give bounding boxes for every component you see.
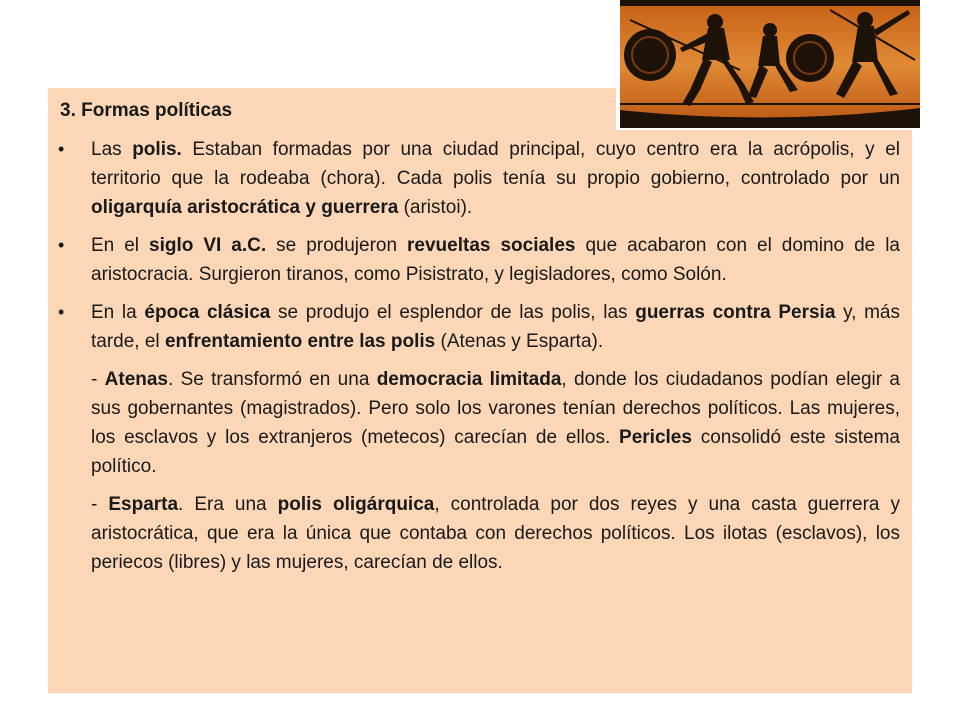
subitem-esparta [58,490,900,577]
bold-text: Esparta [108,494,179,515]
text-body [58,96,900,586]
bold-text: Pericles [619,427,692,448]
plain-text: (aristoi). [398,197,473,218]
bold-text: guerras contra Persia [635,302,836,323]
plain-text: consolidó este sistema político. [91,427,900,477]
greek-vase-image [616,0,960,130]
bullet-item-siglo-vi [58,231,900,289]
plain-text: , controlada por dos reyes y una casta guerrera y aristocrática, que era la única que contaba con derechos políticos. Los ilotas (esclavos), los periecos (libres) y las mujeres, carecían de ellos. [91,494,900,573]
plain-text: En el [91,235,150,256]
content-box [48,88,912,693]
bullet-icon: • [58,235,65,255]
section-heading: 3. Formas políticas [60,100,233,121]
plain-text: , donde los ciudadanos podían elegir a sus gobernantes (magistrados). Pero solo los varones tenían derechos políticos. Las mujeres, los esclavos y los extranjeros (metecos) carecían de ellos. [91,369,900,448]
bullet-text [91,139,900,218]
plain-text: se produjeron [266,235,408,256]
bold-text: revueltas sociales [407,235,576,256]
bold-text: democracia limitada [376,369,562,390]
bold-text: polis oligárquica [277,494,435,515]
plain-text: Estaban formadas por una ciudad principal, cuyo centro era la acrópolis, y el territorio que la rodeaba (chora). Cada polis tenía su propio gobierno, controlado por un [91,139,900,189]
plain-text: - [91,494,109,515]
plain-text: . Era una [178,494,278,515]
bold-text: Atenas [104,369,168,390]
bullet-icon: • [58,302,65,322]
subitem-atenas [58,365,900,481]
plain-text: - [91,369,105,390]
bullet-icon: • [58,139,65,159]
bullet-item-polis [58,135,900,222]
plain-text: . Se transformó en una [168,369,377,390]
bold-text: época clásica [144,302,271,323]
bold-text: oligarquía aristocrática y guerrera [91,197,399,218]
subitem-text [91,369,900,477]
bullet-text [91,302,900,352]
bullet-item-epoca-clasica [58,298,900,356]
bullet-text [91,235,900,285]
plain-text: (Atenas y Esparta). [435,331,604,352]
bold-text: siglo VI a.C. [149,235,267,256]
bold-text: enfrentamiento entre las polis [164,331,436,352]
plain-text: y, más tarde, el [91,302,901,352]
plain-text: que acabaron con el domino de la aristocracia. Surgieron tiranos, como Pisistrato, y legisladores, como Solón. [91,235,900,285]
plain-text: Las [91,139,133,160]
bold-text: polis. [132,139,182,160]
plain-text: se produjo el esplendor de las polis, las [270,302,636,323]
plain-text: En la [91,302,145,323]
vase-painting [620,0,920,128]
subitem-text [91,494,900,573]
